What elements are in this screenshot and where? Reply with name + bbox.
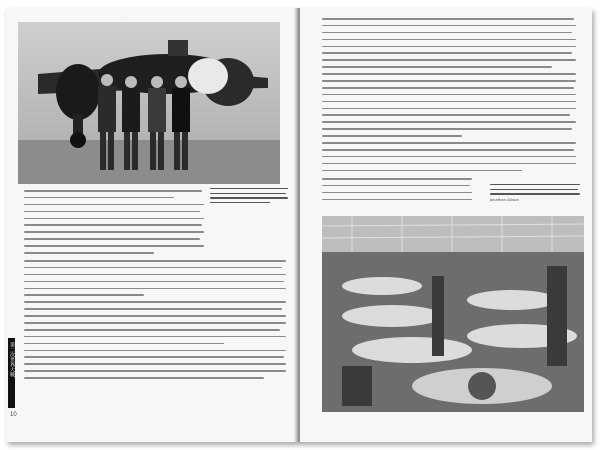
page-number-left: 10 [10,412,17,418]
left-page [6,8,298,442]
left-body-text-lower [24,260,286,384]
right-page [300,8,592,442]
section-sidebar-tab [8,338,15,408]
right-body-text [322,18,576,176]
photo-caption-left [210,188,288,207]
factory-photo-drawing [322,216,584,412]
aircraft-photo-drawing [18,22,280,184]
photo-caption-right [490,184,580,203]
factory-assembly-photo [322,216,584,412]
sidebar-label: 第二次世界大戦 [9,342,15,377]
aircraft-crew-photo [18,22,280,184]
caption-credit: Jonathan Allison [490,198,519,203]
magazine-spread [6,8,592,442]
right-body-text-short [322,178,472,206]
left-body-text [24,190,204,259]
